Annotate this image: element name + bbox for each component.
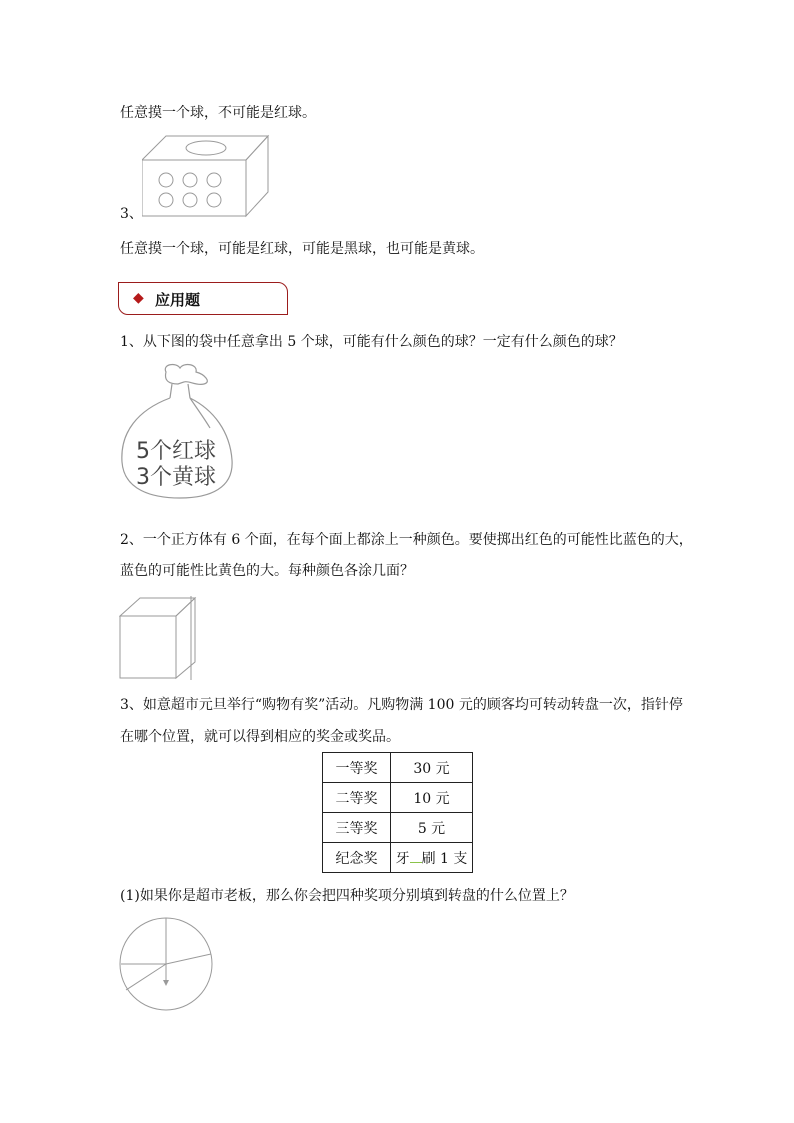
bag-knot: [165, 365, 207, 385]
statement-line-3: 任意摸一个球，可能是红球，可能是黑球，也可能是黄球。: [120, 241, 484, 257]
bag-label-red: 5个红球: [136, 439, 216, 464]
table-row: [323, 783, 473, 813]
box-hole: [207, 173, 221, 187]
box-hole: [159, 173, 173, 187]
prize-cell: 10 元: [391, 783, 473, 813]
award-cell: 纪念奖: [323, 843, 391, 873]
question-3-line-2: 在哪个位置，就可以得到相应的奖金或奖品。: [120, 729, 400, 745]
question-2-line-1: 2、一个正方体有 6 个面，在每个面上都涂上一种颜色。要使掷出红色的可能性比蓝色的大，: [120, 532, 693, 548]
ball-bag-figure: [118, 362, 238, 500]
spinner-figure: [118, 916, 214, 1012]
statement-line-1: 任意摸一个球，不可能是红球。: [120, 105, 316, 121]
bag-neck: [170, 384, 190, 398]
prize-text-a: 牙: [395, 850, 410, 867]
prize-cell: 5 元: [391, 813, 473, 843]
prize-table: [322, 752, 473, 873]
question-1: 1、从下图的袋中任意拿出 5 个球，可能有什么颜色的球？一定有什么颜色的球？: [120, 334, 623, 350]
box-hole: [159, 193, 173, 207]
award-cell: 二等奖: [323, 783, 391, 813]
question-2-line-2: 蓝色的可能性比黄色的大。每种颜色各涂几面？: [120, 563, 414, 579]
box-hole: [183, 193, 197, 207]
box-hole: [183, 173, 197, 187]
spinner-divider: [166, 954, 211, 964]
box-front-face: [142, 160, 246, 216]
award-cell: 三等奖: [323, 813, 391, 843]
question-3-sub-1: (1)如果你是超市老板，那么你会把四种奖项分别填到转盘的什么位置上？: [120, 888, 574, 904]
question-3-line-1: 3、如意超市元旦举行“购物有奖”活动。凡购物满 100 元的顾客均可转动转盘一次，指针停: [120, 697, 683, 713]
item-number-3: 3、: [120, 206, 143, 222]
section-header-application: [118, 282, 288, 315]
table-row: [323, 753, 473, 783]
ball-box-figure: [142, 134, 270, 218]
table-row: [323, 843, 473, 873]
pointer-arrow-icon: [163, 980, 169, 986]
prize-cell: 30 元: [391, 753, 473, 783]
bag-fold: [190, 398, 210, 428]
cube-side: [176, 598, 195, 678]
cube-top: [120, 598, 195, 616]
spinner-divider: [126, 964, 166, 990]
diamond-icon: ◆: [133, 290, 144, 306]
cube-front: [120, 616, 176, 678]
underline-mark: [410, 852, 422, 863]
box-opening: [186, 141, 226, 155]
section-title: 应用题: [155, 291, 201, 309]
box-side-face: [246, 136, 268, 216]
bag-label-yellow: 3个黄球: [136, 465, 216, 490]
cube-figure: [119, 596, 197, 680]
prize-text-b: 刷 1 支: [421, 850, 468, 867]
box-hole: [207, 193, 221, 207]
prize-cell: [391, 843, 473, 873]
award-cell: 一等奖: [323, 753, 391, 783]
table-row: [323, 813, 473, 843]
